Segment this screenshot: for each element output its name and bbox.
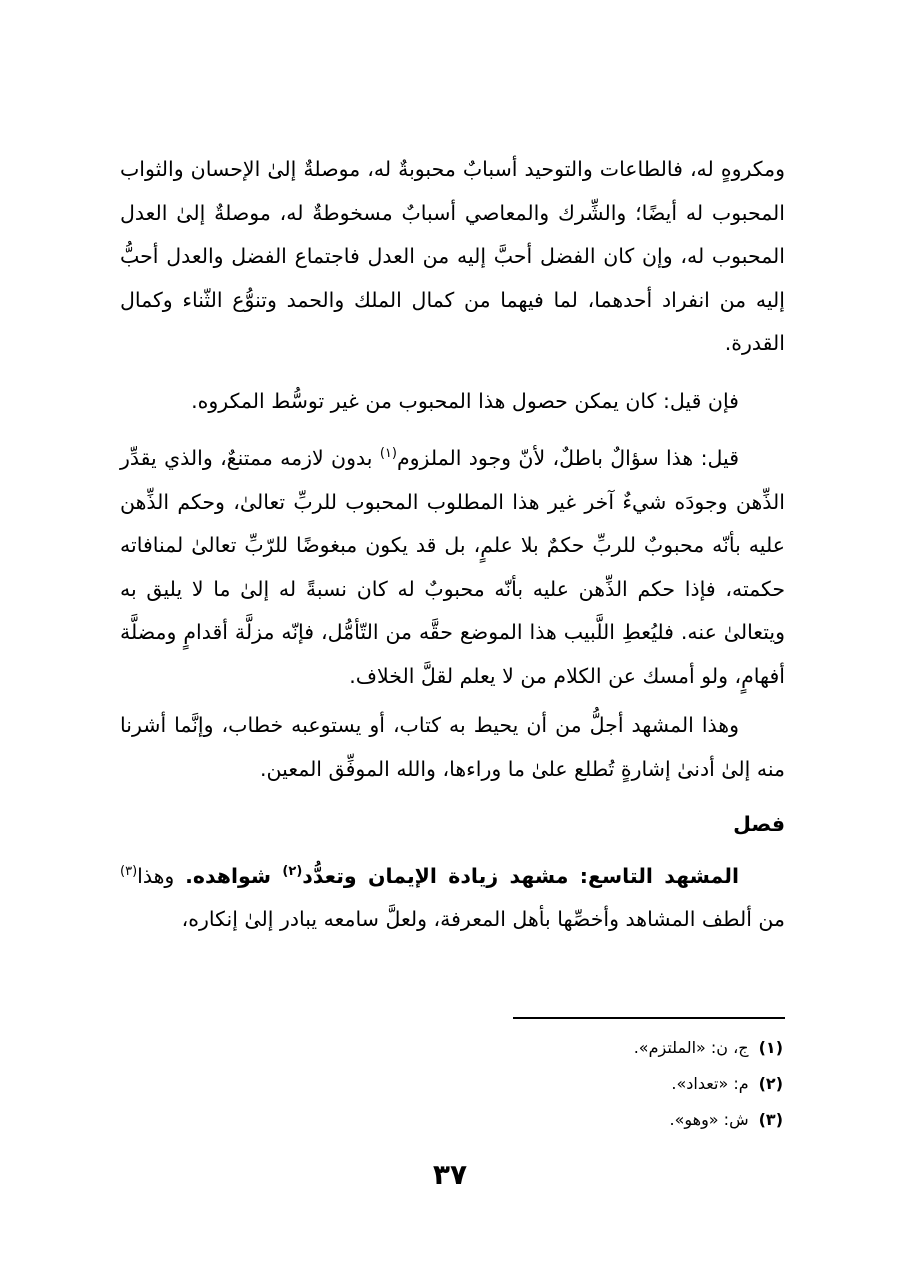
footnote-text: ج، ن: «الملتزم». [633,1038,749,1057]
footnote-ref-2: (٢) [282,863,303,879]
paragraph-2: فإن قيل: كان يمكن حصول هذا المحبوب من غير توسُّط المكروه. [191,388,739,413]
footnote-ref-3: (٣) [120,863,138,879]
footnote-divider [513,1017,785,1019]
paragraph-1: ومكروهٍ له، فالطاعات والتوحيد أسبابٌ محبوبةٌ له، موصلةٌ إلىٰ الإحسان والثواب المحبوب له أيضًا؛ والشِّرك والمعاصي أسبابٌ مسخوطةٌ له، موصلةٌ إلىٰ العدل المحبوب له، وإن كان الفضل أحبَّ إليه من العدل فاجتماع الفضل والعدل أحبُّ إليه من انفراد أحدهما، لما فيهما من كمال الملك والحمد وتنوُّع الثّناء وكمال القدرة. [120,157,785,355]
paragraph-5 [120,855,785,942]
footnote-2 [500,1066,783,1102]
footnote-number: (٢) [758,1074,783,1093]
section-title: فصل [733,812,785,836]
footnote-number: (٣) [758,1110,783,1129]
footnote-1 [500,1030,783,1066]
paragraph-3 [120,437,785,698]
footnote-3 [500,1102,783,1138]
footnote-text: ش: «وهو». [669,1110,749,1129]
paragraph-5-text-a: وهذا [137,863,186,888]
footnote-ref-1: (١) [379,446,397,462]
paragraph-3-text-a: قيل: هذا سؤالٌ باطلٌ، لأنّ وجود الملزوم [396,446,739,470]
paragraph-5-text-b: من ألطف المشاهد وأخصِّها بأهل المعرفة، ولعلَّ سامعه يبادر إلىٰ إنكاره، [181,907,785,931]
section-heading-b: شواهده. [185,863,283,888]
page-number: ٣٧ [432,1158,468,1191]
paragraph-4: وهذا المشهد أجلُّ من أن يحيط به كتاب، أو يستوعبه خطاب، وإنَّما أشرنا منه إلىٰ أدنىٰ إشارةٍ تُطلع علىٰ ما وراءها، والله الموفِّق المعين. [120,713,785,781]
footnotes [500,1030,783,1138]
main-text [120,148,785,942]
footnote-number: (١) [758,1038,783,1057]
section-heading-a: المشهد التاسع: مشهد زيادة الإيمان وتعدُّد [302,863,740,888]
paragraph-3-text-b: بدون لازمه ممتنعٌ، والذي يقدِّر الذِّهن وجودَه شيءٌ آخر غير هذا المطلوب المحبوب للربِّ تعالىٰ، وحكم الذِّهن عليه بأنّه محبوبٌ للربِّ حكمٌ بلا علمٍ، بل قد يكون مبغوضًا للرّبِّ تعالىٰ لمنافاته حكمته، فإذا حكم الذِّهن عليه بأنّه محبوبٌ له كان نسبةً له إلىٰ ما لا يليق به ويتعالىٰ عنه. فليُعطِ اللَّبيب هذا الموضع حقَّه من التّأمُّل، فإنّه مزلَّة أقدامٍ ومضلَّة أفهامٍ، ولو أمسك عن الكلام من لا يعلم لقلَّ الخلاف. [120,446,785,688]
footnote-text: م: «تعداد». [671,1074,749,1093]
